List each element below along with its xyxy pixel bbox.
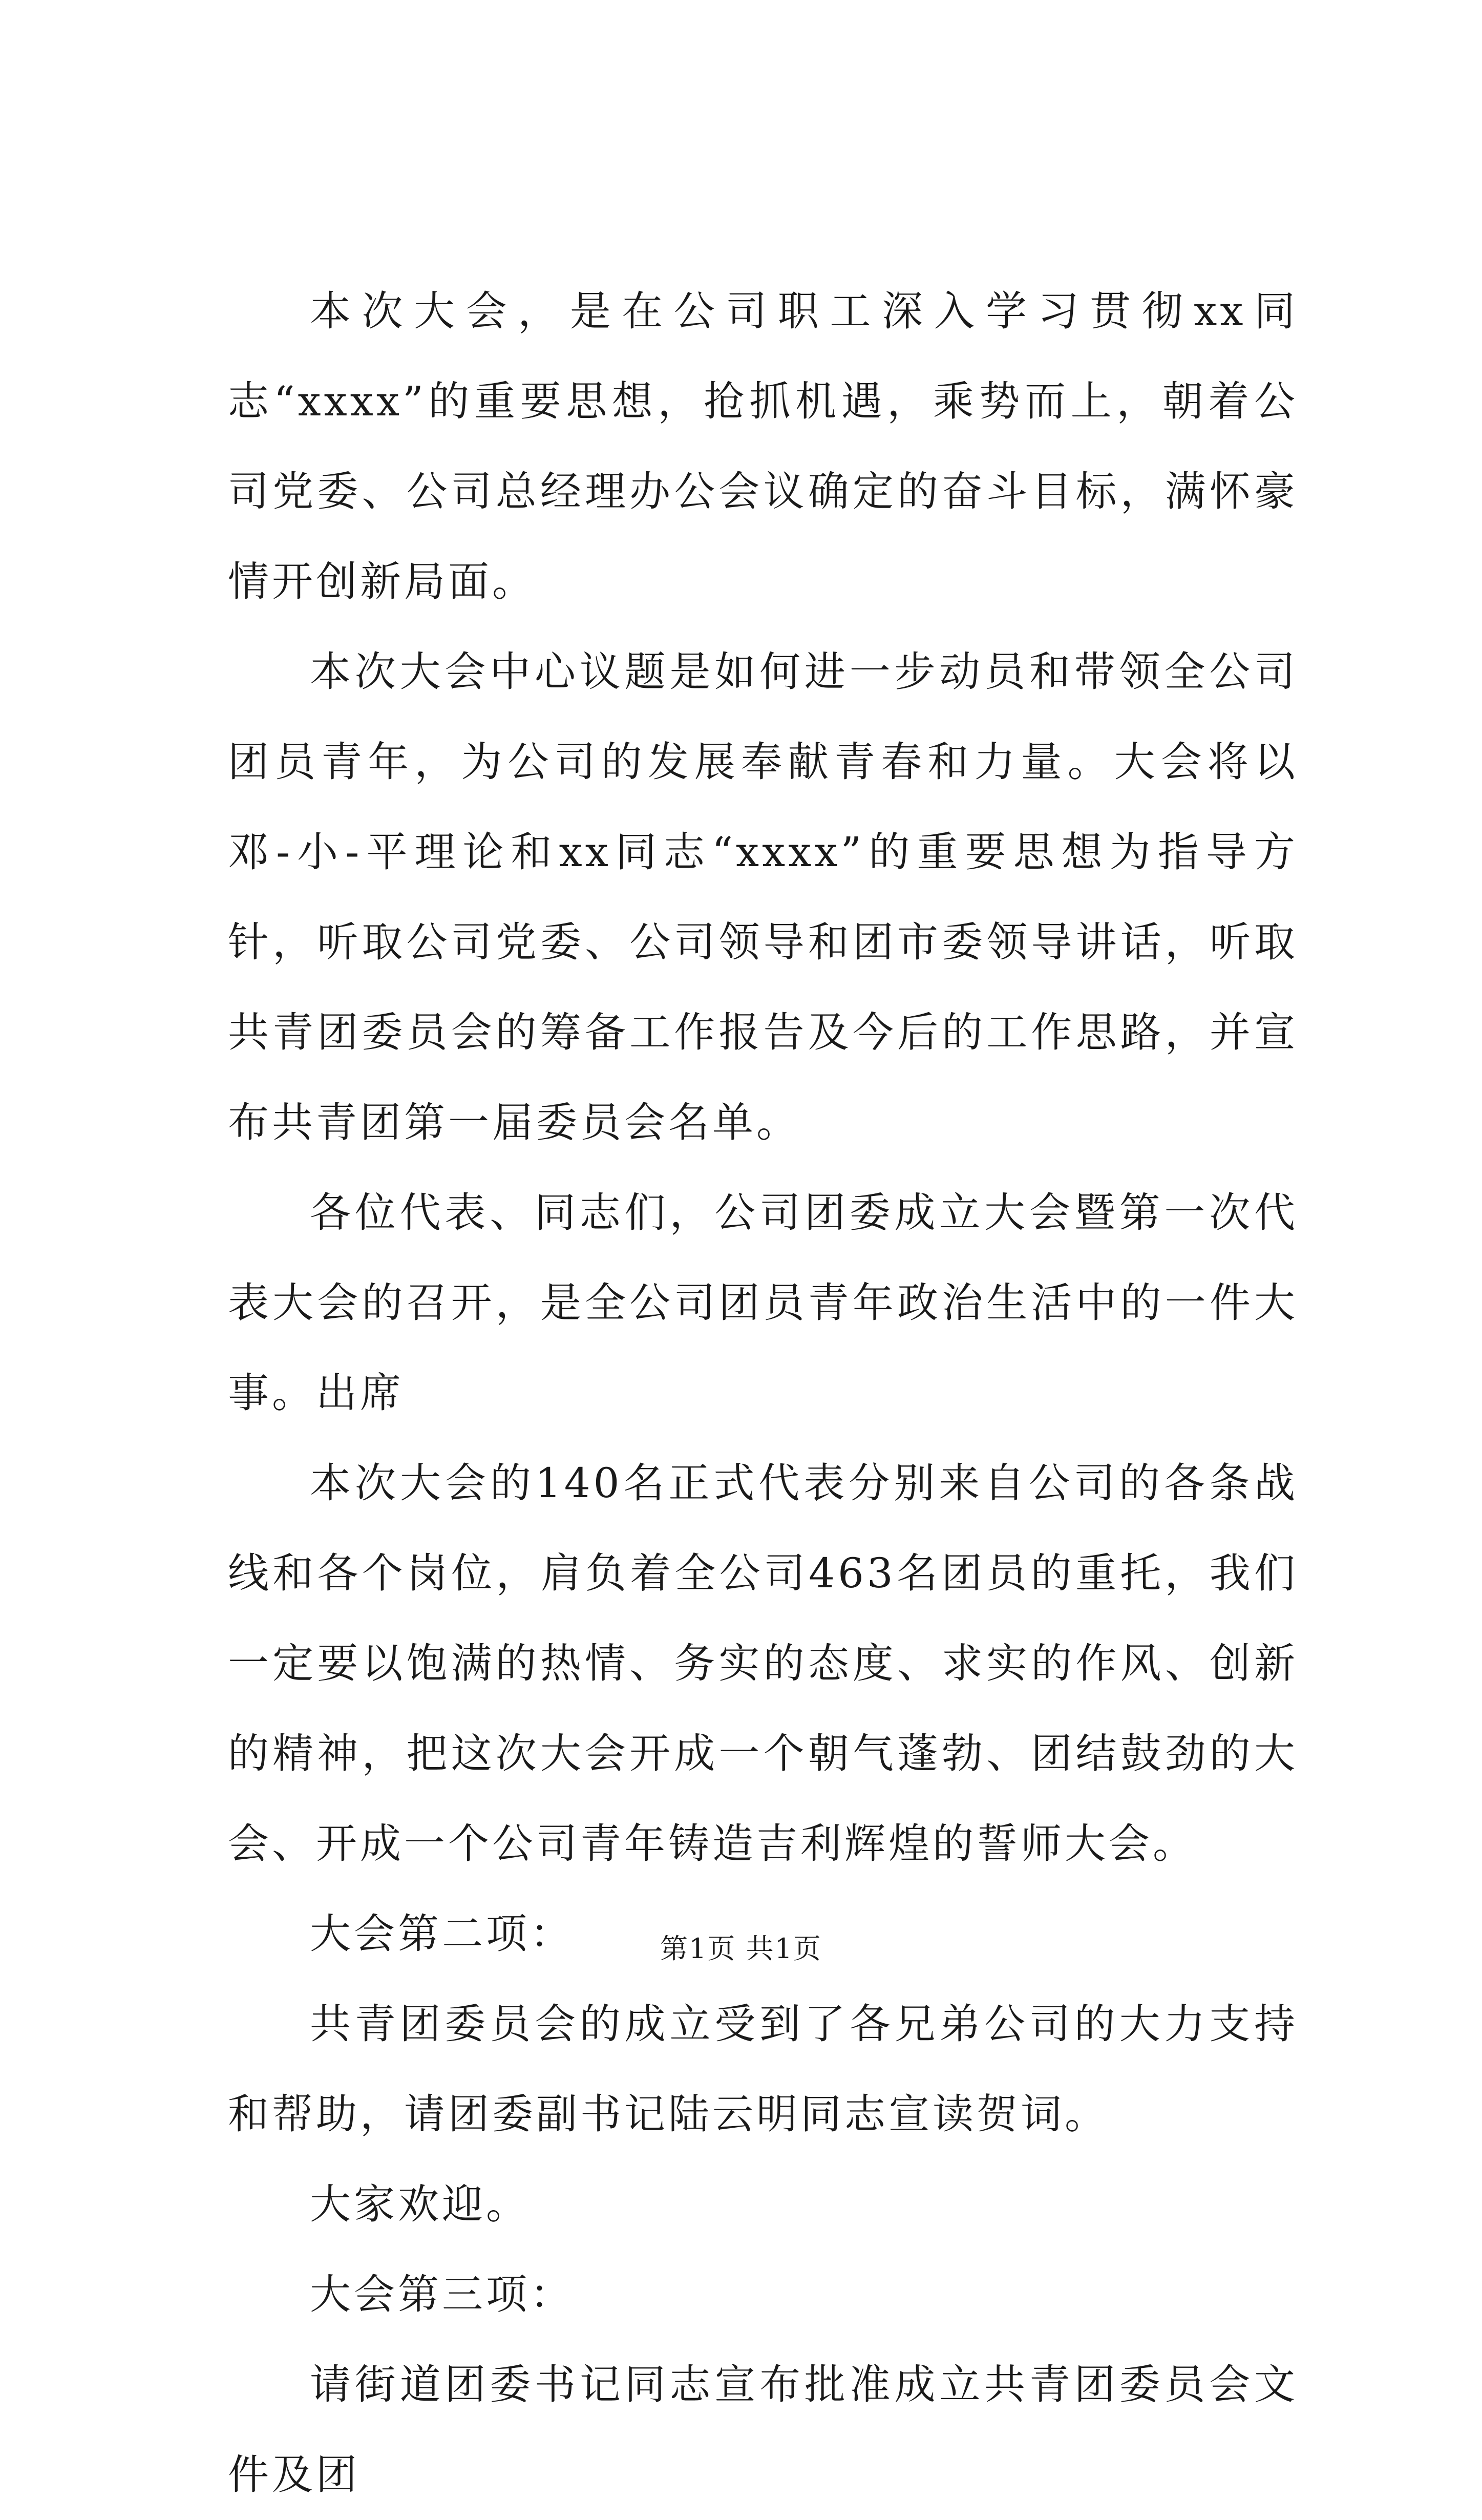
paragraph: 各位代表、同志们，公司团委成立大会暨第一次代表大会的召开，是全公司团员青年政治生活中的一件大事。出席 — [228, 1189, 1298, 1417]
paragraph: 本次大会中心议题是如何进一步动员和带领全公司团员青年，为公司的发展奉献青春和力量。大会将以邓-小-平理论和xx同志“xxxx”的重要思想为指导方针，听取公司党委、公司领导和团市委领导讲话，听取共青团委员会的筹备工作报告及今后的工作思路，并宣布共青团第一届委员会名单。 — [228, 648, 1298, 1146]
paragraph: 共青团委员会的成立受到了各兄弟公司的大力支持和帮助，请团委副书记陆云明同志宣读贺词。 — [228, 2000, 1298, 2138]
paragraph: 大会第二项： — [310, 1910, 574, 1958]
paragraph: 请街道团委书记同志宣布批准成立共青团委员会文件及团 — [228, 2361, 1298, 2498]
paragraph: 本次大会，是在公司职工深入学习贯彻xx同志“xxxx”的重要思想，抢抓机遇，乘势而上，朝着公司党委、公司总经理办公会议确定的奋斗目标，满怀豪情开创新局面。 — [228, 287, 1298, 605]
paragraph: 本次大会的140名正式代表分别来自公司的各条战线和各个岗位，肩负着全公司463名团员的重托，我们一定要以饱满的热情、务实的态度、求实的作风、创新的精神，把这次大会开成一个朝气蓬勃、团结鼓劲的大会、开成一个公司青年铸造吉利辉煌的誓师大会。 — [228, 1459, 1298, 1867]
paragraph: 大家欢迎。 — [310, 2180, 530, 2228]
document-body — [228, 266, 1298, 2520]
paragraph: 大会第三项： — [310, 2271, 574, 2318]
page-footer: 第1页 共1页 — [660, 1933, 822, 1965]
